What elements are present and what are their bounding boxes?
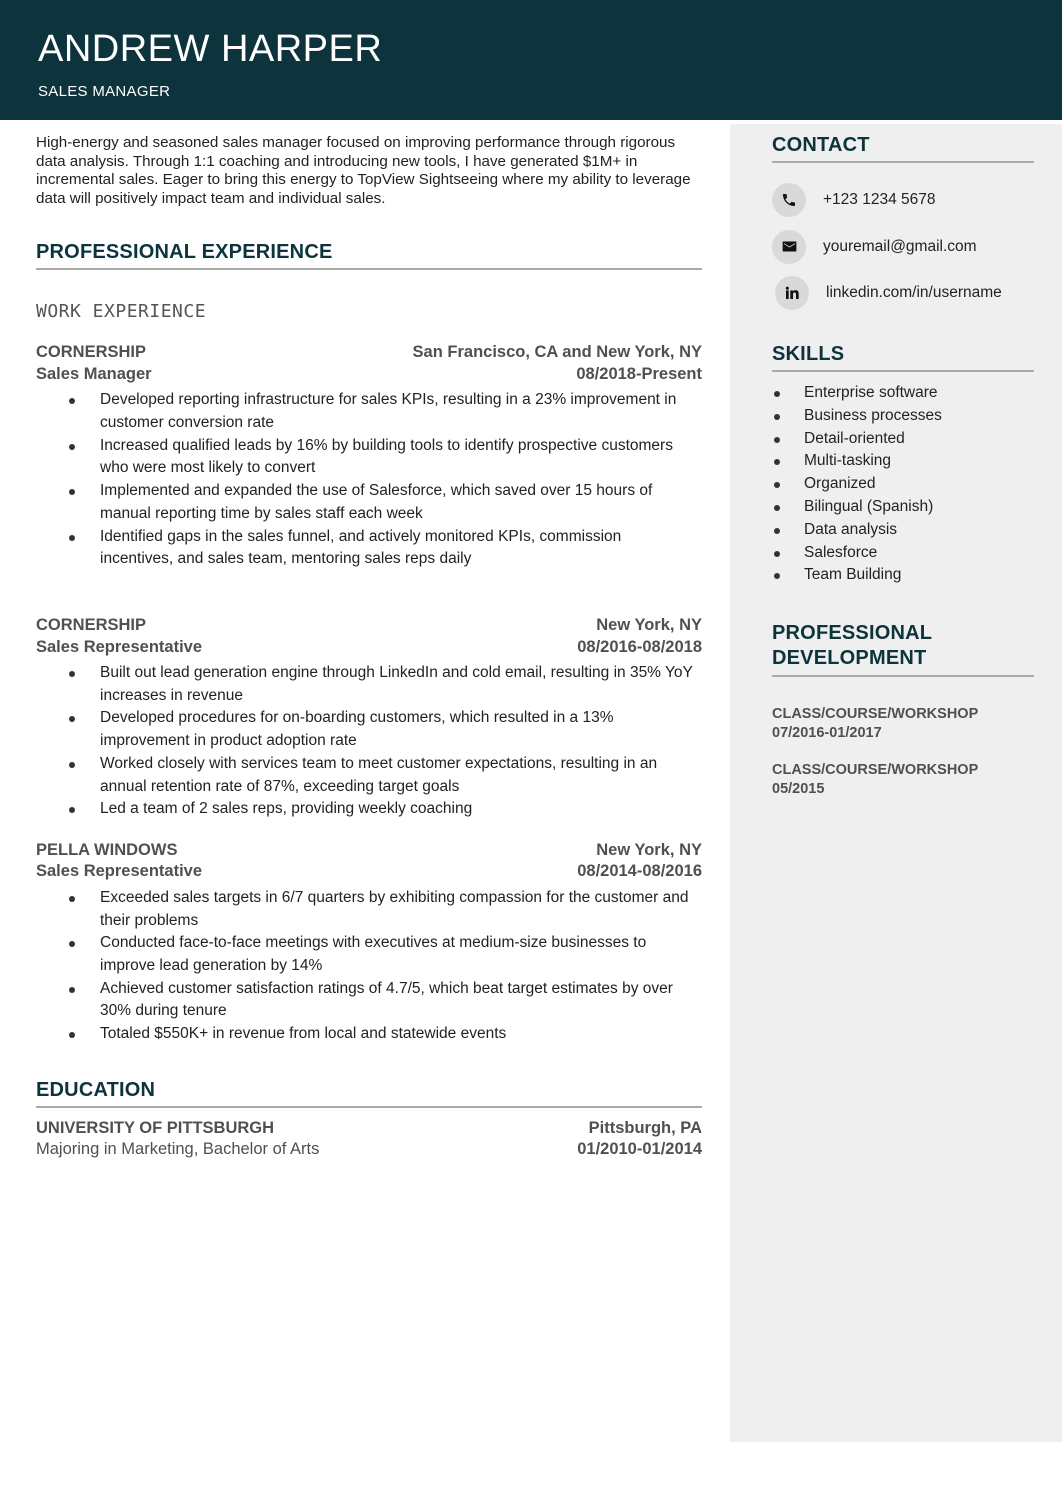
- job-header-row: [36, 342, 702, 364]
- skill-item: Business processes: [772, 405, 1034, 428]
- section-title-education: EDUCATION: [36, 1079, 702, 1108]
- skill-item: Data analysis: [772, 519, 1034, 542]
- skill-item: Enterprise software: [772, 382, 1034, 405]
- bullet-item: Increased qualified leads by 16% by building tools to identify prospective customers who were most likely to convert: [36, 435, 702, 480]
- education-location: Pittsburgh, PA: [588, 1118, 702, 1137]
- education-header-row: [36, 1118, 702, 1140]
- contact-section: [772, 134, 1034, 317]
- bullet-item: Developed procedures for on-boarding customers, which resulted in a 13% improvement in product adoption rate: [36, 707, 702, 752]
- education-degree: Majoring in Marketing, Bachelor of Arts: [36, 1140, 320, 1159]
- job-position: Sales Representative: [36, 862, 203, 881]
- bullet-item: Worked closely with services team to meet customer expectations, resulting in an annual retention rate of 87%, exceeding target goals: [36, 753, 702, 798]
- phone-icon: [772, 183, 806, 217]
- summary: High-energy and seasoned sales manager focused on improving performance through rigorous data analysis. Through 1:1 coaching and introducing new tools, I have generated $1M+ in incremental sales. Eager to bring this energy to TopView Sightseeing where my ability to leverage data will positively impact team and individual sales.: [36, 134, 691, 207]
- skills-list: [772, 382, 1034, 587]
- job-header-row: [36, 840, 702, 862]
- development-item-dates: 05/2015: [772, 780, 825, 797]
- job-entry: [36, 615, 702, 821]
- job-location: New York, NY: [596, 616, 702, 634]
- candidate-name: ANDREW HARPER: [38, 28, 383, 70]
- job-company: CORNERSHIP: [36, 343, 147, 362]
- candidate-role: SALES MANAGER: [38, 83, 171, 100]
- job-dates: 08/2014-08/2016: [577, 862, 702, 881]
- development-item: [772, 705, 1034, 742]
- job-entry: [36, 342, 702, 571]
- education-dates: 01/2010-01/2014: [577, 1140, 702, 1159]
- bullet-item: Conducted face-to-face meetings with executives at medium-size businesses to improve lead generation by 14%: [36, 932, 702, 977]
- section-title-experience: PROFESSIONAL EXPERIENCE: [36, 241, 702, 270]
- education-subheader-row: [36, 1139, 702, 1161]
- job-company: PELLA WINDOWS: [36, 840, 178, 859]
- bullet-item: Built out lead generation engine through LinkedIn and cold email, resulting in 35% YoY increases in revenue: [36, 662, 702, 707]
- bullet-item: Exceeded sales targets in 6/7 quarters by exhibiting compassion for the customer and their problems: [36, 887, 702, 932]
- section-title-contact: CONTACT: [772, 134, 1034, 163]
- skill-item: Salesforce: [772, 542, 1034, 565]
- skill-item: Team Building: [772, 564, 1034, 587]
- bullet-item: Identified gaps in the sales funnel, and actively monitored KPIs, commission incentives, and sales team, mentoring sales reps daily: [36, 526, 702, 571]
- bullet-item: Implemented and expanded the use of Salesforce, which saved over 15 hours of manual reporting time by sales staff each week: [36, 480, 702, 525]
- bullet-item: Led a team of 2 sales reps, providing weekly coaching: [36, 798, 702, 821]
- development-title-line1: PROFESSIONAL: [772, 622, 933, 644]
- job-location: San Francisco, CA and New York, NY: [412, 343, 702, 362]
- skills-section: [772, 343, 1034, 587]
- email-address[interactable]: youremail@gmail.com: [823, 237, 977, 255]
- skill-item: Multi-tasking: [772, 450, 1034, 473]
- bullet-item: Totaled $550K+ in revenue from local and statewide events: [36, 1023, 702, 1046]
- job-dates: 08/2016-08/2018: [577, 637, 702, 656]
- envelope-icon: [772, 230, 806, 264]
- job-position: Sales Manager: [36, 364, 152, 383]
- skill-item: Detail-oriented: [772, 428, 1034, 451]
- education-school: UNIVERSITY OF PITTSBURGH: [36, 1118, 275, 1137]
- job-bullets: [36, 662, 702, 821]
- job-bullets: [36, 887, 702, 1046]
- contact-email: [772, 224, 1034, 271]
- job-position: Sales Representative: [36, 637, 203, 656]
- job-entry: [36, 840, 702, 1046]
- job-subheader-row: [36, 861, 702, 883]
- contact-phone: [772, 177, 1034, 224]
- development-title-line2: DEVELOPMENT: [772, 647, 927, 669]
- job-subheader-row: [36, 637, 702, 659]
- linkedin-url[interactable]: linkedin.com/in/username: [826, 284, 1002, 302]
- job-dates: 08/2018-Present: [576, 364, 702, 383]
- job-location: New York, NY: [596, 840, 702, 859]
- main-column: [36, 134, 702, 1161]
- bullet-item: Developed reporting infrastructure for sales KPIs, resulting in a 23% improvement in customer conversion rate: [36, 389, 702, 434]
- contact-linkedin: [772, 270, 1034, 317]
- phone-number: +123 1234 5678: [823, 191, 936, 209]
- work-experience-heading: WORK EXPERIENCE: [36, 301, 207, 323]
- job-header-row: [36, 615, 702, 637]
- job-bullets: [36, 389, 702, 571]
- resume-header: [0, 0, 1062, 120]
- linkedin-icon: [775, 276, 809, 310]
- development-section: [772, 621, 1034, 817]
- development-item-dates: 07/2016-01/2017: [772, 724, 882, 741]
- skill-item: Organized: [772, 473, 1034, 496]
- education-entry: [36, 1118, 702, 1161]
- section-title-skills: SKILLS: [772, 343, 1034, 372]
- development-item-name: CLASS/COURSE/WORKSHOP: [772, 762, 979, 778]
- job-company: CORNERSHIP: [36, 616, 147, 634]
- skill-item: Bilingual (Spanish): [772, 496, 1034, 519]
- development-item-name: CLASS/COURSE/WORKSHOP: [772, 706, 979, 722]
- section-title-development: [772, 621, 1034, 677]
- job-subheader-row: [36, 364, 702, 386]
- development-item: [772, 761, 1034, 798]
- bullet-item: Achieved customer satisfaction ratings of 4.7/5, which beat target estimates by over 30% during tenure: [36, 978, 702, 1023]
